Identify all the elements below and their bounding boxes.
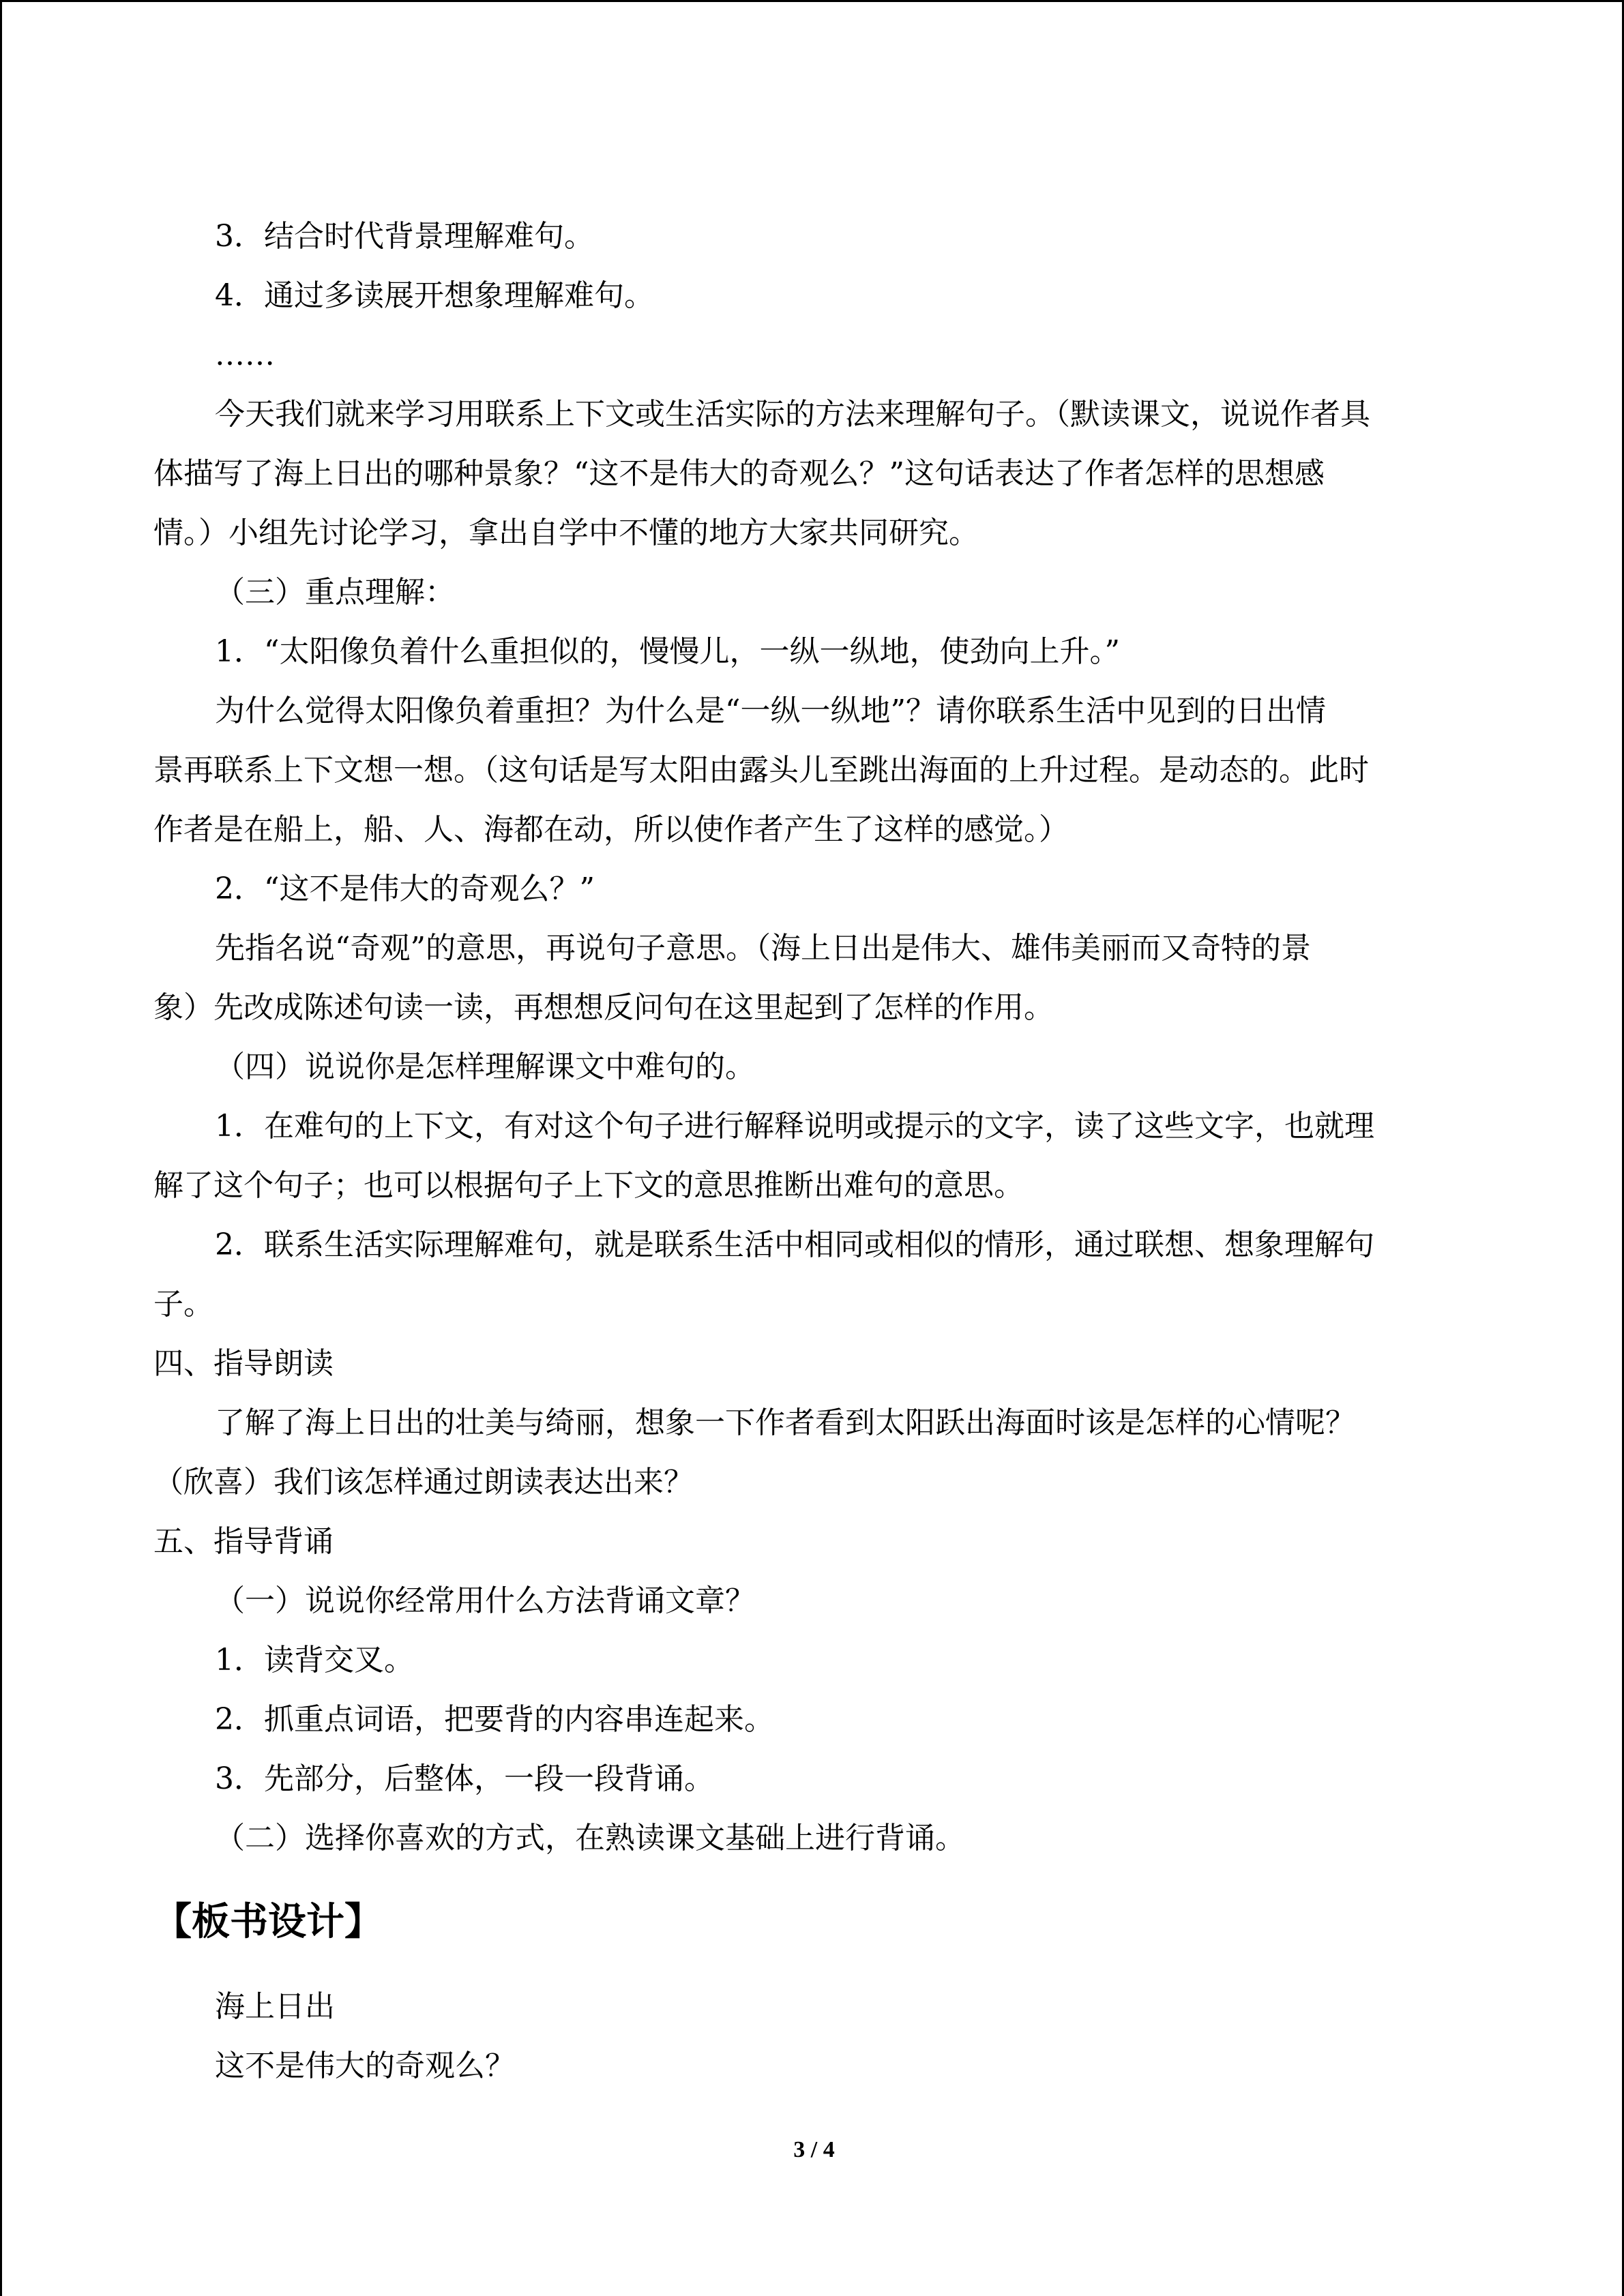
board-design-heading: 【板书设计】 — [153, 1899, 383, 1944]
section-subheading: （二）选择你喜欢的方式，在熟读课文基础上进行背诵。 — [215, 1821, 965, 1855]
board-line: 这不是伟大的奇观么？ — [215, 2048, 515, 2083]
paragraph-line: …… — [215, 338, 275, 372]
page-number: 3 / 4 — [793, 2137, 835, 2162]
paragraph-line: 1．在难句的上下文，有对这个句子进行解释说明或提示的文字，读了这些文字，也就理 — [215, 1109, 1374, 1144]
paragraph-line: 子。 — [153, 1287, 213, 1322]
section-heading: 五、指导背诵 — [153, 1524, 334, 1559]
paragraph-line: 1．读背交叉。 — [215, 1643, 414, 1678]
paragraph-line: 3．结合时代背景理解难句。 — [215, 219, 594, 254]
paragraph-line: 2．联系生活实际理解难句，就是联系生活中相同或相似的情形，通过联想、想象理解句 — [215, 1227, 1374, 1262]
paragraph-line: 1．“太阳像负着什么重担似的，慢慢儿，一纵一纵地，使劲向上升。” — [215, 634, 1120, 669]
paragraph-line: 了解了海上日出的壮美与绮丽，想象一下作者看到太阳跃出海面时该是怎样的心情呢？ — [215, 1405, 1355, 1440]
paragraph-line: 作者是在船上，船、人、海都在动，所以使作者产生了这样的感觉。） — [153, 812, 1069, 847]
paragraph-line: 2．抓重点词语，把要背的内容串连起来。 — [215, 1702, 774, 1737]
paragraph-line: 为什么觉得太阳像负着重担？为什么是“一纵一纵地”？请你联系生活中见到的日出情 — [215, 694, 1326, 728]
paragraph-line: 2．“这不是伟大的奇观么？” — [215, 871, 595, 906]
paragraph-line: 解了这个句子；也可以根据句子上下文的意思推断出难句的意思。 — [153, 1168, 1024, 1203]
board-line: 海上日出 — [215, 1989, 335, 2024]
paragraph-line: 体描写了海上日出的哪种景象？“这不是伟大的奇观么？”这句话表达了作者怎样的思想感 — [153, 456, 1325, 491]
paragraph-line: 今天我们就来学习用联系上下文或生活实际的方法来理解句子。（默读课文，说说作者具 — [215, 397, 1370, 432]
paragraph-line: 象）先改成陈述句读一读，再想想反问句在这里起到了怎样的作用。 — [153, 990, 1054, 1025]
paragraph-line: 情。）小组先讨论学习，拿出自学中不懂的地方大家共同研究。 — [153, 516, 979, 550]
section-subheading: （四）说说你是怎样理解课文中难句的。 — [215, 1049, 755, 1084]
paragraph-line: 4．通过多读展开想象理解难句。 — [215, 278, 654, 313]
section-heading: 四、指导朗读 — [153, 1346, 334, 1381]
section-subheading: （一）说说你经常用什么方法背诵文章？ — [215, 1583, 755, 1618]
section-subheading: （三）重点理解： — [215, 575, 455, 610]
paragraph-line: （欣喜）我们该怎样通过朗读表达出来？ — [153, 1465, 694, 1500]
paragraph-line: 3．先部分，后整体，一段一段背诵。 — [215, 1761, 714, 1796]
paragraph-line: 先指名说“奇观”的意思，再说句子意思。（海上日出是伟大、雄伟美丽而又奇特的景 — [215, 931, 1311, 966]
paragraph-line: 景再联系上下文想一想。（这句话是写太阳由露头儿至跳出海面的上升过程。是动态的。此时 — [153, 753, 1369, 788]
